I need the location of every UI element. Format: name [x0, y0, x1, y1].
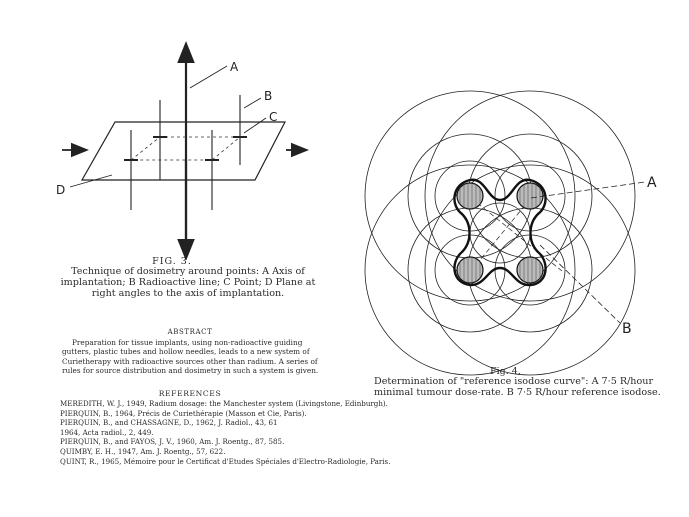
reference-item: MEREDITH, W. J., 1949, Radium dosage: the Manchester system (Livingstone, Edinburgh).: [60, 399, 388, 408]
isodose-circles: [365, 91, 635, 375]
references-heading: REFERENCES: [158, 389, 222, 398]
radioactive-source: [517, 183, 543, 209]
label-a: A: [230, 60, 239, 74]
label-b: B: [264, 89, 273, 103]
inner-isodose-circles: [408, 134, 592, 332]
reference-item: PIERQUIN, B., and CHASSAGNE, D., 1962, J. Radiol., 43, 61: [60, 418, 278, 428]
isodose-circle: [470, 203, 530, 263]
abstract-heading: ABSTRACT: [167, 328, 213, 336]
abstract-text: Preparation for tissue implants, using non-radioactive guiding gutters, plastic tubes and hollow needles, leads to a new system of Curietherapy with radioactive sources other than radium. A series of rules for source distribution and dosimetry in such a system is given.: [62, 338, 319, 376]
figure-3-caption: Technique of dosimetry around points: A Axis of implantation; B Radioactive line; C Point; D Plane at right angles to the axis of implantation.: [60, 266, 316, 299]
label-a: A: [647, 175, 657, 191]
label-c: C: [269, 110, 278, 124]
reference-item: QUINT, R., 1965, Mémoire pour le Certificat d'Etudes Spéciales d'Electro-Radiologie, Paris.: [60, 456, 391, 466]
radioactive-source: [457, 257, 483, 283]
label-d: D: [56, 183, 66, 197]
radioactive-source: [517, 257, 543, 283]
figure-4-title: Fig. 4.: [490, 366, 521, 377]
figure-4-caption: Determination of "reference isodose curve": A 7·5 R/hour minimal tumour dose-rate. B 7·5 R/hour reference isodose.: [374, 376, 661, 398]
reference-item: PIERQUIN, B., and FAYOS, J. V., 1960, Am. J. Roentg., 87, 585.: [60, 437, 285, 447]
reference-item: PIERQUIN, B., 1964, Précis de Curiethérapie (Masson et Cie, Paris).: [60, 408, 307, 418]
figure-3-title: FIG. 3.: [152, 256, 192, 267]
reference-item: 1964, Acta radiol., 2, 449.: [60, 427, 154, 437]
radioactive-source: [457, 183, 483, 209]
reference-item: QUIMBY, E. H., 1947, Am. J. Roentg., 57, 622.: [60, 446, 226, 456]
label-b: B: [622, 321, 632, 337]
